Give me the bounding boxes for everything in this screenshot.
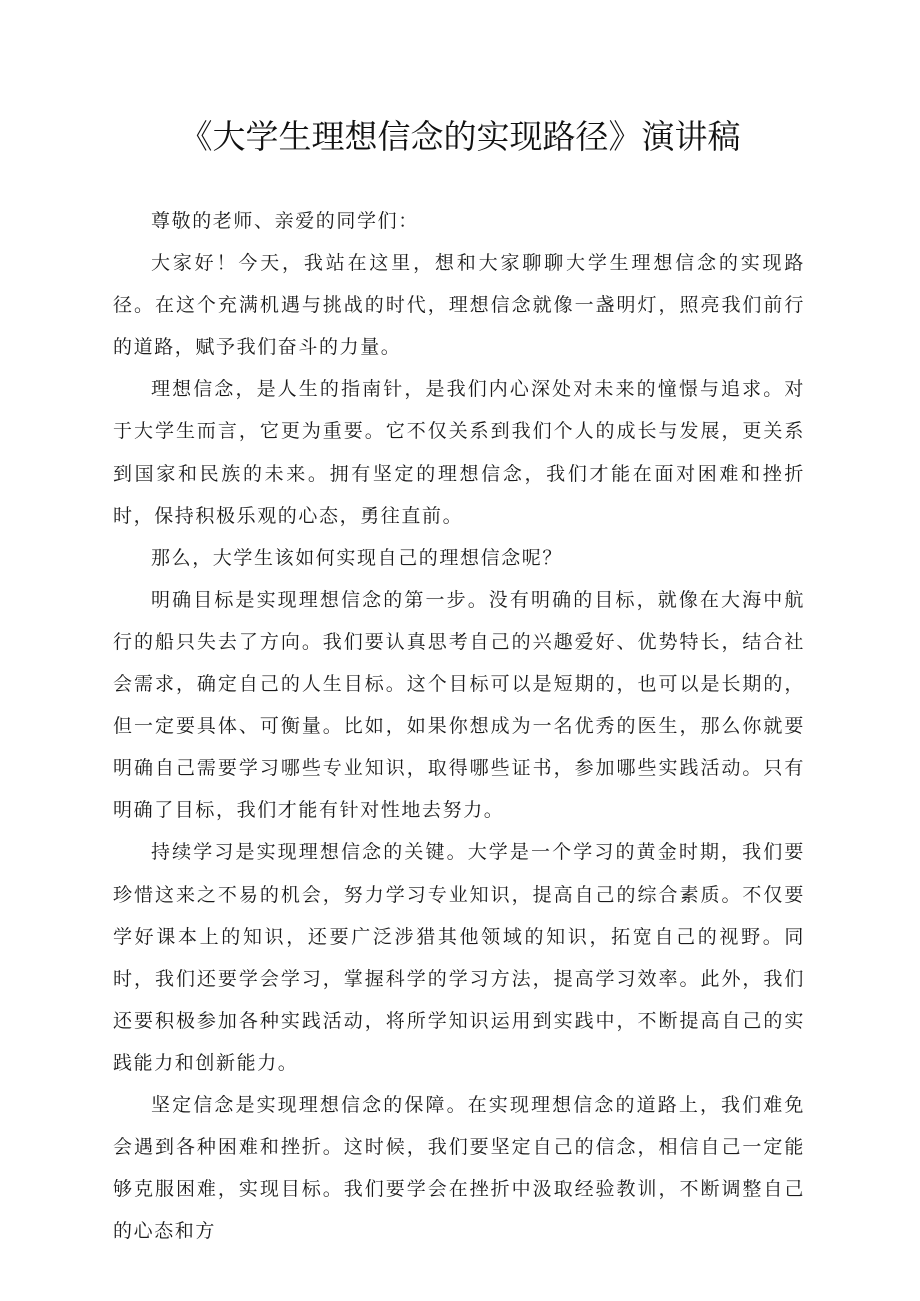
paragraph-greeting: 尊敬的老师、亲爱的同学们： (151, 210, 419, 232)
paragraph-intro: 大家好！今天，我站在这里，想和大家聊聊大学生理想信念的实现路径。在这个充满机遇与挑战的时代，理想信念就像一盏明灯，照亮我们前行的道路，赋予我们奋斗的力量。 (113, 252, 805, 359)
document-body (113, 200, 805, 1252)
paragraph-continuous-learning: 持续学习是实现理想信念的关键。大学是一个学习的黄金时期，我们要珍惜这来之不易的机会，努力学习专业知识，提高自己的综合素质。不仅要学好课本上的知识，还要广泛涉猎其他领域的知识，拓宽自己的视野。同时，我们还要学会学习，掌握科学的学习方法，提高学习效率。此外，我们还要积极参加各种实践活动，将所学知识运用到实践中，不断提高自己的实践能力和创新能力。 (113, 841, 805, 1074)
paragraph-question: 那么，大学生该如何实现自己的理想信念呢？ (151, 546, 564, 569)
paragraph-firm-belief: 坚定信念是实现理想信念的保障。在实现理想信念的道路上，我们难免会遇到各种困难和挫折。这时候，我们要坚定自己的信念，相信自己一定能够克服困难，实现目标。我们要学会在挫折中汲取经验教训，不断调整自己的心态和方 (113, 1093, 805, 1243)
document-title: 《大学生理想信念的实现路径》演讲稿 (179, 117, 741, 156)
paragraph-clear-goals: 明确目标是实现理想信念的第一步。没有明确的目标，就像在大海中航行的船只失去了方向。我们要认真思考自己的兴趣爱好、优势特长，结合社会需求，确定自己的人生目标。这个目标可以是短期的，也可以是长期的，但一定要具体、可衡量。比如，如果你想成为一名优秀的医生，那么你就要明确自己需要学习哪些专业知识，取得哪些证书，参加哪些实践活动。只有明确了目标，我们才能有针对性地去努力。 (113, 588, 805, 822)
paragraph-ideals-importance: 理想信念，是人生的指南针，是我们内心深处对未来的憧憬与追求。对于大学生而言，它更为重要。它不仅关系到我们个人的成长与发展，更关系到国家和民族的未来。拥有坚定的理想信念，我们才能在面对困难和挫折时，保持积极乐观的心态，勇往直前。 (113, 378, 805, 527)
